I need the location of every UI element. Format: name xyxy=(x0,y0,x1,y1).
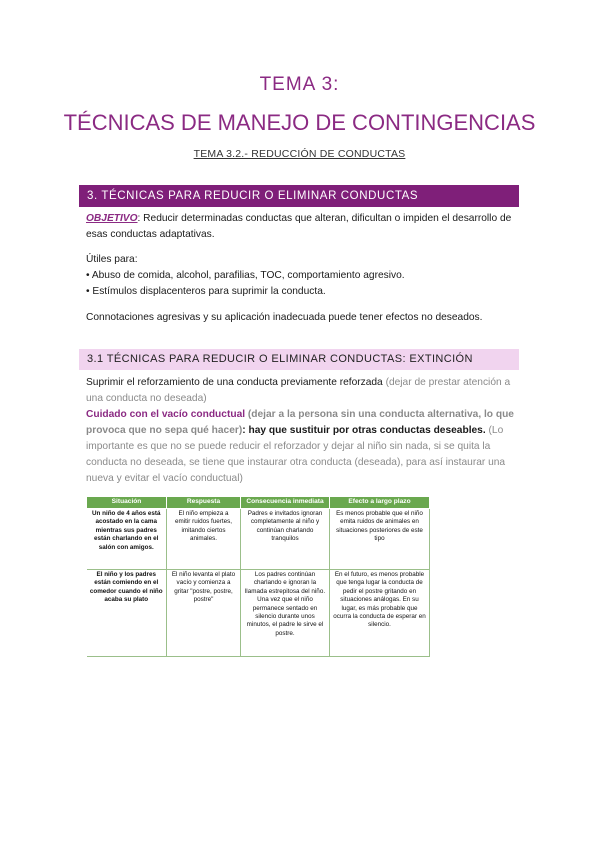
table-cell: En el futuro, es menos probable que tenga lugar la conducta de pedir el postre gritando en situaciones análogas. En su lugar, es más probable que ocurra la conducta de esperar en silencio. xyxy=(330,570,430,657)
bullet-item: • Estímulos displacenteros para suprimir la conducta. xyxy=(86,286,326,297)
extinction-definition xyxy=(86,375,516,407)
behavioral-void-term: Cuidado con el vacío conductual xyxy=(86,409,246,420)
extinction-examples-table xyxy=(86,496,430,657)
page-subtitle: TEMA 3.2.- REDUCCIÓN DE CONDUCTAS xyxy=(193,148,406,160)
table-cell: Los padres continúan charlando e ignoran la llamada estrepitosa del niño. Una vez que el niño permanece sentado en silencio durante unos minutos, el padre le sirve el postre. xyxy=(241,570,330,657)
column-header: Respuesta xyxy=(167,497,241,509)
column-header: Consecuencia inmediata xyxy=(241,497,330,509)
objective-paragraph xyxy=(86,211,516,243)
table-cell: Un niño de 4 años está acostado en la cama mientras sus padres están charlando en el salón con amigos. xyxy=(87,509,167,570)
behavioral-void-note: (dejar a la persona sin una conducta alternativa, lo que provoca que no sepa qué hacer) xyxy=(86,409,514,436)
page-title: TÉCNICAS DE MANEJO DE CONTINGENCIAS xyxy=(63,110,536,135)
behavioral-void-explanation: (Lo importante es que no se puede reducir el reforzador y dejar al niño sin nada, si se quita la conducta no deseada, se tiene que instaurar otra conducta (deseada), para así instaurar una nueva y evitar el vacío conductual) xyxy=(86,425,506,484)
objective-label: OBJETIVO xyxy=(86,213,138,224)
definition-main: Suprimir el reforzamiento de una conducta previamente reforzada xyxy=(86,377,383,388)
bullet-item: • Abuso de comida, alcohol, parafilias, TOC, comportamiento agresivo. xyxy=(86,270,405,281)
table-row xyxy=(87,509,430,570)
table-cell: Es menos probable que el niño emita ruidos de animales en situaciones posteriores de este tipo xyxy=(330,509,430,570)
behavioral-void-paragraph xyxy=(86,407,516,487)
table-cell: Padres e invitados ignoran completamente al niño y continúan charlando tranquilos xyxy=(241,509,330,570)
table-cell: El niño empieza a emitir ruidos fuertes, imitando ciertos animales. xyxy=(167,509,241,570)
section-heading-techniques: 3. TÉCNICAS PARA REDUCIR O ELIMINAR CONDUCTAS xyxy=(79,185,519,207)
section-heading-extinction: 3.1 TÉCNICAS PARA REDUCIR O ELIMINAR CONDUCTAS: EXTINCIÓN xyxy=(79,349,519,370)
behavioral-void-main: : hay que sustituir por otras conductas deseables. xyxy=(242,425,486,436)
table-cell: El niño levanta el plato vacío y comienza a gritar "postre, postre, postre" xyxy=(167,570,241,657)
column-header: Situación xyxy=(87,497,167,509)
table-header-row xyxy=(87,497,430,509)
objective-text: : Reducir determinadas conductas que alteran, dificultan o impiden el desarrollo de esas conductas adaptativas. xyxy=(86,213,512,240)
useful-for-label: Útiles para: xyxy=(86,254,138,265)
topic-number: TEMA 3: xyxy=(259,74,340,95)
connotations-paragraph: Connotaciones agresivas y su aplicación inadecuada puede tener efectos no deseados. xyxy=(86,312,483,323)
column-header: Efecto a largo plazo xyxy=(330,497,430,509)
definition-note: (dejar de prestar atención a una conducta no deseada) xyxy=(86,377,511,404)
table-cell: El niño y los padres están comiendo en el comedor cuando el niño acaba su plato xyxy=(87,570,167,657)
table-row xyxy=(87,570,430,657)
